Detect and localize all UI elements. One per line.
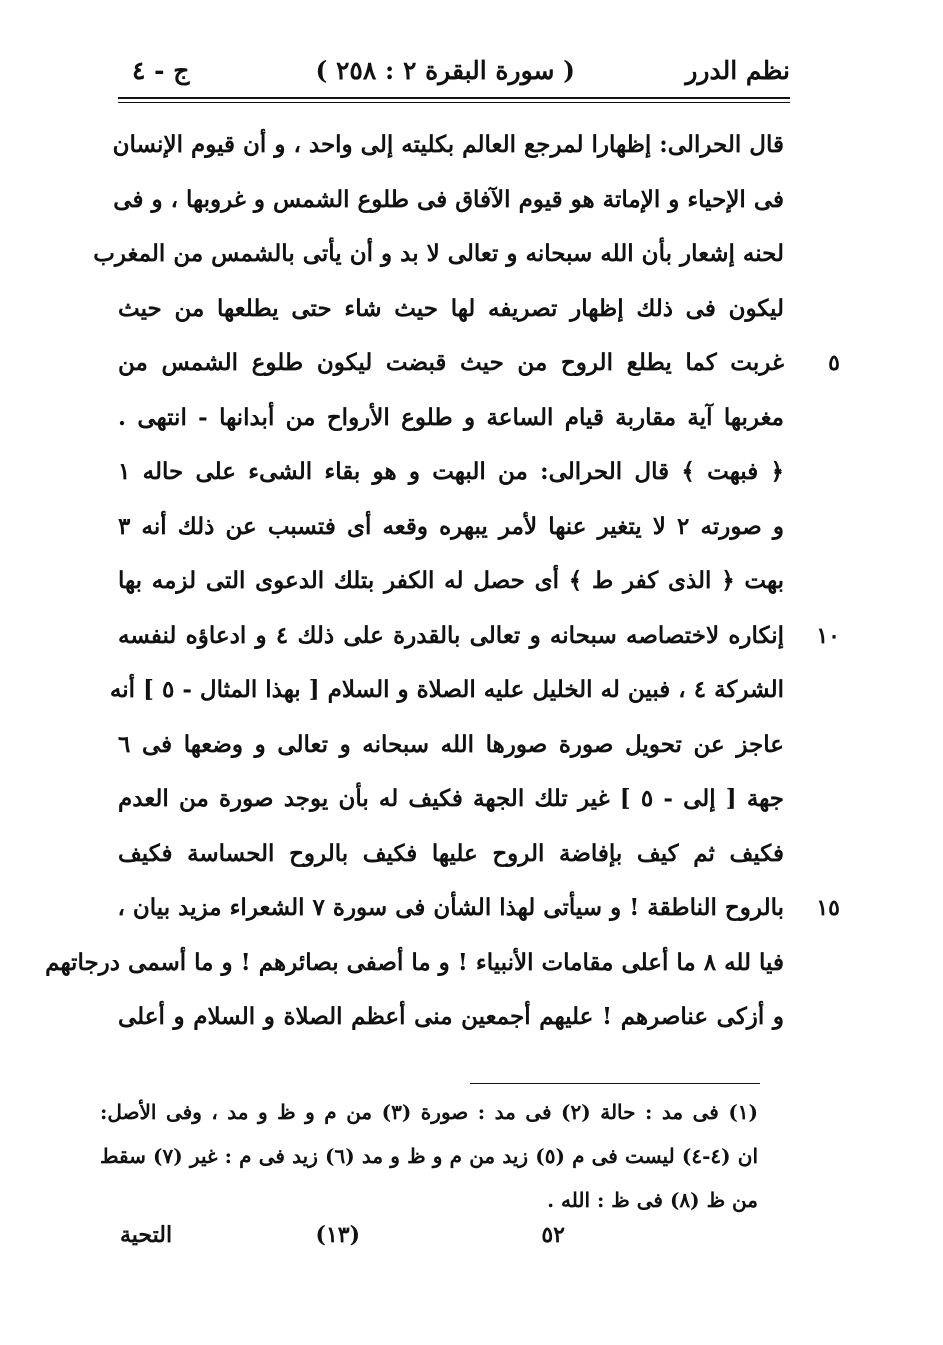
page-footer — [100, 1222, 660, 1258]
line-number: ١٠ — [816, 622, 840, 649]
line-text: غربت كما يطلع الروح من حيث قبضت ليكون طلوع الشمس من — [118, 349, 784, 376]
text-line — [118, 336, 840, 391]
text-line — [118, 772, 790, 827]
line-text: ﴿ فبهت ﴾ قال الحرالى: من البهت و هو بقاء الشىء على حاله ١ — [118, 458, 784, 485]
book-title: نظم الدرر — [685, 56, 790, 85]
text-line — [118, 445, 790, 500]
line-number: ١٥ — [816, 895, 840, 921]
header-rule-thick — [118, 97, 790, 99]
text-line — [109, 663, 790, 718]
line-text: لحنه إشعار بأن الله سبحانه و تعالى لا بد و أن يأتى بالشمس من المغرب — [93, 240, 784, 267]
line-text: فيا لله ٨ ما أعلى مقامات الأنبياء ! و ما أصفى بصائرهم ! و ما أسمى درجاتهم — [45, 948, 784, 976]
text-line — [118, 282, 790, 337]
running-header — [120, 52, 790, 96]
line-text: قال الحرالى: إظهارا لمرجع العالم بكليته إلى واحد ، و أن قيوم الإنسان — [112, 131, 784, 158]
catchword: التحية — [120, 1222, 173, 1248]
line-text: مغربها آية مقاربة قيام الساعة و طلوع الأرواح من أبدانها - انتهى . — [118, 403, 784, 431]
part-number: ج - ٤ — [132, 56, 190, 85]
line-text: و أزكى عناصرهم ! عليهم أجمعين منى أعظم الصلاة و السلام و أعلى — [118, 1003, 784, 1030]
line-text: ليكون فى ذلك إظهار تصريفه لها حيث شاء حتى يطلعها من حيث — [118, 294, 784, 322]
text-line — [117, 881, 840, 936]
text-line — [93, 227, 790, 282]
text-line — [118, 718, 790, 773]
text-line — [118, 391, 790, 446]
line-text: الشركة ٤ ، فبين له الخليل عليه الصلاة و السلام [ بهذا المثال - ٥ ] أنه — [109, 676, 784, 703]
line-number: ٥ — [828, 350, 840, 376]
footnote-line: (١) فى مد : حالة (٢) فى مد : صورة (٣) من م و ظ و مد ، وفى الأصل: — [100, 1100, 759, 1124]
footnote-line: من ظ (٨) فى ظ : الله . — [547, 1188, 758, 1212]
footnote-line: ان (٤-٤) ليست فى م (٥) زيد من م و ظ و مد (٦) زيد فى م : غير (٧) سقط — [100, 1144, 759, 1168]
text-line — [113, 173, 790, 228]
surah-reference: ( سورة البقرة ٢ : ٢٥٨ ) — [315, 56, 575, 85]
text-line — [118, 500, 790, 555]
line-text: إنكاره لاختصاصه سبحانه و تعالى بالقدرة على ذلك ٤ و ادعاؤه لنفسه — [118, 621, 784, 649]
line-text: عاجز عن تحويل صورة صورها الله سبحانه و تعالى و وضعها فى ٦ — [118, 730, 784, 758]
text-line — [118, 827, 790, 882]
line-text: بالروح الناطقة ! و سيأتى لهذا الشأن فى سورة ٧ الشعراء مزيد بيان ، — [117, 894, 784, 921]
line-text: جهة [ إلى - ٥ ] غير تلك الجهة فكيف له بأن يوجد صورة من العدم — [118, 785, 785, 812]
text-line — [118, 554, 790, 609]
line-text: فكيف ثم كيف بإفاضة الروح عليها فكيف بالروح الحساسة فكيف — [118, 839, 784, 867]
line-text: بهت ﴿ الذى كفر ط ﴾ أى حصل له الكفر بتلك الدعوى التى لزمه بها — [118, 567, 784, 594]
header-rule-thin — [118, 102, 790, 103]
text-line — [118, 609, 840, 664]
text-line — [118, 990, 790, 1045]
line-text: و صورته ٢ لا يتغير عنها لأمر يبهره وقعه أى فتسبب عن ذلك أنه ٣ — [118, 512, 784, 540]
footnote-separator — [470, 1083, 760, 1084]
main-text — [45, 118, 840, 1045]
text-line — [45, 936, 790, 991]
line-text: فى الإحياء و الإماتة هو قيوم الآفاق فى طلوع الشمس و غروبها ، و فى — [113, 185, 784, 213]
text-line — [112, 118, 790, 173]
footnotes — [100, 1090, 758, 1222]
sheet-number: (١٣) — [315, 1222, 360, 1248]
page-number: ٥٢ — [541, 1222, 565, 1248]
